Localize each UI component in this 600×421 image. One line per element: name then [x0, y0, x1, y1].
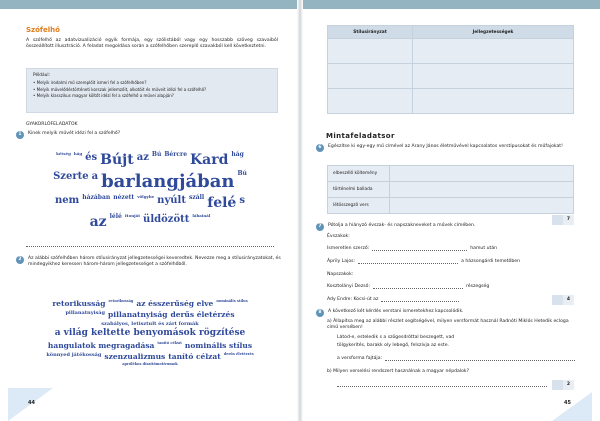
page-number-left: 44: [28, 400, 35, 406]
cloud-word: nézett: [113, 194, 135, 202]
example-item: • Melyik művelődéstörténeti korszak jellemzőit, alkotóit és műveit idézi fel a szófelhő?: [33, 87, 271, 94]
task-text: Egészítse ki egy-egy mű címével az Arany János életművével kapcsolatos verstípusokat és műfajokat!: [328, 144, 563, 149]
author: Ady Endre: Kocsi-út az: [327, 297, 379, 302]
blank[interactable]: [381, 297, 459, 302]
cloud-word: Szerte: [53, 170, 89, 182]
example-box: [26, 68, 278, 113]
cloud-word: könnyed játékosság: [46, 351, 102, 358]
title-part: részegség: [466, 284, 490, 289]
cloud-word: szabályos, letisztult és zárt formák: [101, 320, 199, 327]
task-2: [16, 256, 281, 269]
arany-table: [327, 165, 574, 214]
cloud-word: nominális stílus: [184, 340, 253, 350]
cloud-word: az ésszerűség elve: [136, 299, 214, 309]
row-label: elbeszélő költemény: [328, 166, 390, 182]
score-value: 2: [563, 380, 574, 390]
example-item: • Melyik klasszikus magyar költőt idézi fel a szófelhő a művei alapján?: [33, 93, 271, 100]
task-1: [16, 131, 281, 139]
daytimes-label: Napszakok:: [327, 272, 354, 277]
cloud-word: retorikusság: [52, 299, 106, 309]
table-cell[interactable]: [328, 64, 413, 89]
task-number-badge: 2: [16, 256, 24, 264]
answer-cell[interactable]: [390, 198, 574, 214]
cloud-word: felé: [207, 195, 237, 212]
blank[interactable]: [372, 246, 467, 251]
cloud-word: pillanatnyiság: [65, 309, 106, 316]
cloud-word: nominális stílus: [216, 299, 248, 304]
example-item: • Melyik irodalmi mű szereplőit ismeri fel a szófelhőben?: [33, 80, 271, 87]
cloud-word: Kard: [190, 151, 229, 168]
task-number-badge: 8: [316, 309, 324, 317]
fill-line: [327, 297, 459, 303]
cloud-word: tanító célzat: [157, 340, 182, 345]
cloud-word: hág: [73, 150, 83, 156]
task-text: Kinek melyik művét idézi fel a szófelhő?: [28, 131, 121, 136]
author: Kosztolányi Dezső:: [327, 284, 370, 289]
practice-heading: GYAKORLÓFELADATOK: [26, 122, 78, 127]
table-cell[interactable]: [328, 89, 413, 114]
blank[interactable]: [373, 284, 463, 289]
cloud-word: barlangjában: [101, 170, 235, 192]
task-7: [316, 223, 544, 231]
cloud-word: aprólékos díszítőmotívumok: [122, 362, 178, 367]
score-box: [552, 295, 574, 305]
quote-line: tölgykerítés, barakk oly lebegő, felszívja az este.: [337, 343, 449, 348]
task-number-badge: 6: [316, 144, 324, 152]
cloud-word: derűs életérzés: [170, 309, 235, 319]
answer-cell[interactable]: [390, 166, 574, 182]
task-number-badge: 1: [16, 131, 24, 139]
top-band-left: [0, 0, 298, 9]
style-table: [327, 25, 574, 114]
cloud-word: hangulatok megragadása: [47, 340, 155, 350]
table-header: Jellegzetességek: [413, 26, 574, 39]
cloud-word: nyúlt: [157, 195, 186, 207]
fill-line: [337, 356, 575, 362]
table-header: Stílusirányzat: [328, 26, 413, 39]
blank[interactable]: [337, 386, 547, 387]
cloud-word: az: [136, 151, 149, 163]
cloud-word: Bújt: [100, 151, 134, 168]
cloud-word: derűs életérzés: [223, 351, 254, 356]
cloud-word: szenzualizmus: [104, 351, 166, 361]
answer-line: [26, 246, 274, 247]
task-8b: b) Milyen verselési rendszert használnak a magyar népdalok?: [327, 369, 470, 374]
intro-text: A szófelhő az adatvizualizáció egyik formája, egy szólistából vagy egy hosszabb szöveg szavaiból összeállított illusztráció. A feladat megoldása során a szófelhőben szereplő szavakból kell következtetni.: [26, 38, 278, 50]
sample-test-heading: Mintafeladatsor: [326, 132, 395, 140]
seasons-label: Évszakok:: [327, 234, 350, 239]
page-corner-right: [552, 392, 592, 421]
row-label: történelmi ballada: [328, 182, 390, 198]
word-cloud-2: [28, 280, 272, 386]
cloud-word: pillanatnyiság: [108, 309, 168, 319]
cloud-word: Bú: [151, 150, 162, 158]
cloud-word: száll: [188, 194, 205, 202]
score-box: [552, 215, 574, 225]
task-text: A következő két kérdés verstani ismeretekhez kapcsolódik.: [328, 309, 464, 314]
section-title: Szófelhő: [26, 26, 60, 34]
cloud-word: a: [91, 170, 99, 182]
answer-cell[interactable]: [390, 182, 574, 198]
label: a versforma fajtája:: [337, 356, 383, 361]
task-8: [316, 309, 578, 317]
cloud-word: kétség: [56, 150, 71, 156]
blank[interactable]: [358, 259, 458, 264]
fill-line: [327, 246, 497, 252]
row-label: létösszegző vers: [328, 198, 390, 214]
task-text: Az alábbi szófelhőben három stílusirányzat jellegzetességei keveredtek. Nevezze meg a stílusirányzatokat, és mindegyikhez keressen három-három jellegzetességet a szófelhőből.: [28, 256, 281, 268]
cloud-word: üldözött: [143, 214, 190, 226]
author: Áprily Lajos:: [327, 259, 356, 264]
title-part: hamut után: [470, 246, 498, 251]
cloud-word: tanító célzat: [168, 351, 221, 361]
blank[interactable]: [385, 356, 575, 361]
cloud-word: völgybe: [137, 194, 155, 200]
author: Ismeretlen szerző:: [327, 246, 370, 251]
cloud-word: lélé: [109, 213, 122, 221]
cloud-word: nem: [55, 195, 80, 207]
cloud-word: az: [89, 214, 107, 231]
task-number-badge: 7: [316, 223, 324, 231]
cloud-word: Honját: [124, 213, 141, 219]
example-label: Például:: [33, 73, 51, 78]
cloud-word: Bú: [237, 169, 247, 177]
cloud-word: Bércre: [164, 150, 188, 158]
score-value: 4: [563, 295, 574, 305]
cloud-word: lábainál: [192, 213, 211, 219]
task-8a: a) Állapítsa meg az alábbi részlet segítségével, milyen versformát használ Radnóti Miklós Hetedik ecloga című versében!: [327, 319, 569, 331]
task-text: Pótolja a hiányzó évszak- és napszakneveket a művek címében.: [328, 223, 476, 228]
page-number-right: 45: [564, 400, 571, 406]
title-part: a házsongárdi temetőben: [461, 259, 521, 264]
cloud-word: a világ keltette benyomások rögzítése: [54, 328, 246, 339]
cloud-word: és: [85, 151, 98, 163]
score-value: 7: [563, 215, 574, 225]
cloud-word: hág: [231, 150, 244, 158]
table-cell[interactable]: [413, 39, 574, 64]
cloud-word: s: [239, 195, 245, 207]
page-gutter: [297, 0, 303, 421]
fill-line: [327, 284, 489, 290]
word-cloud-1: [40, 140, 260, 242]
score-box: [552, 380, 574, 390]
cloud-word: házában: [82, 194, 111, 202]
fill-line: [327, 259, 520, 265]
table-cell[interactable]: [413, 64, 574, 89]
top-band-right: [302, 0, 600, 9]
task-6: [316, 144, 578, 152]
table-cell[interactable]: [328, 39, 413, 64]
quote-line: Látod-e, esteledik s a szögesdróttal beszegett, vad: [337, 335, 455, 340]
table-cell[interactable]: [413, 89, 574, 114]
cloud-word: retorikusság: [108, 299, 134, 304]
